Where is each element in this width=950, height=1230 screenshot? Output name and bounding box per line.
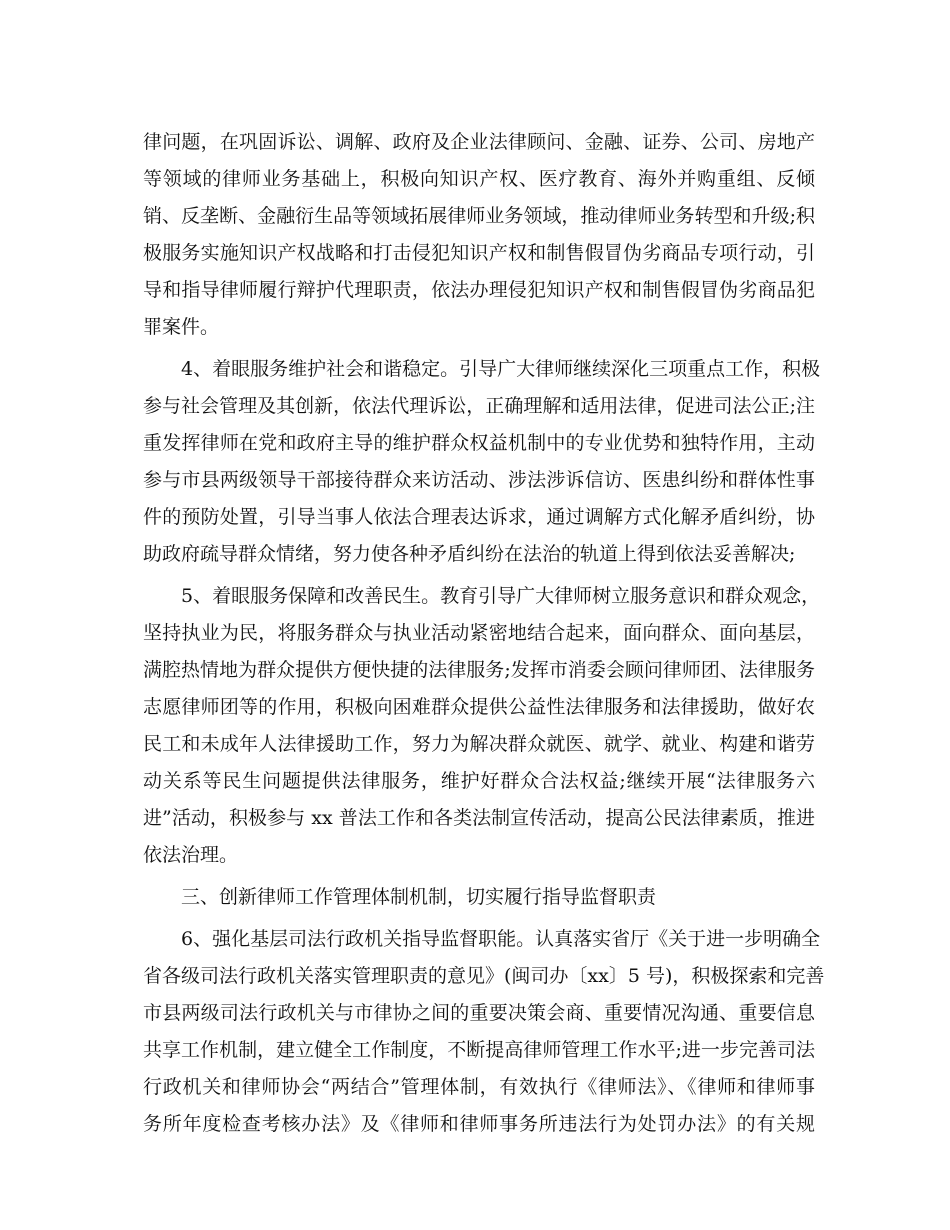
text-line: 务所年度检查考核办法》及《律师和律师事务所违法行为处罚办法》的有关规 <box>143 1113 815 1135</box>
text-line: 进”活动，积极参与 xx 普法工作和各类法制宣传活动，提高公民法律素质，推进 <box>143 807 815 829</box>
text-line: 律问题，在巩固诉讼、调解、政府及企业法律顾问、金融、证券、公司、房地产 <box>143 131 815 153</box>
text-line: 极服务实施知识产权战略和打击侵犯知识产权和制售假冒伪劣商品专项行动，引 <box>143 242 815 264</box>
text-line: 民工和未成年人法律援助工作，努力为解决群众就医、就学、就业、构建和谐劳 <box>143 733 815 755</box>
text-line: 助政府疏导群众情绪，努力使各种矛盾纠纷在法治的轨道上得到依法妥善解决; <box>143 543 796 565</box>
text-line: 市县两级司法行政机关与市律协之间的重要决策会商、重要情况沟通、重要信息 <box>143 1002 815 1024</box>
text-line: 参与市县两级领导干部接待群众来访活动、涉法涉诉信访、医患纠纷和群体性事 <box>143 469 815 491</box>
paragraph-first-line: 5、着眼服务保障和改善民生。教育引导广大律师树立服务意识和群众观念， <box>181 585 821 607</box>
text-line: 依法治理。 <box>143 844 239 866</box>
paragraph-first-line: 4、着眼服务维护社会和谐稳定。引导广大律师继续深化三项重点工作，积极 <box>181 358 821 380</box>
text-line: 满腔热情地为群众提供方便快捷的法律服务;发挥市消委会顾问律师团、法律服务 <box>143 659 815 681</box>
text-line: 行政机关和律师协会“两结合”管理体制，有效执行《律师法》、《律师和律师事 <box>143 1076 815 1098</box>
text-line: 志愿律师团等的作用，积极向困难群众提供公益性法律服务和法律援助，做好农 <box>143 696 815 718</box>
document-body <box>143 124 825 1143</box>
text-line: 罪案件。 <box>143 316 220 338</box>
paragraph-first-line: 6、强化基层司法行政机关指导监督职能。认真落实省厅《关于进一步明确全 <box>181 928 821 950</box>
text-line: 等领域的律师业务基础上，积极向知识产权、医疗教育、海外并购重组、反倾 <box>143 168 815 190</box>
text-line: 销、反垄断、金融衍生品等领域拓展律师业务领域，推动律师业务转型和升级;积 <box>143 205 815 227</box>
text-line: 导和指导律师履行辩护代理职责，依法办理侵犯知识产权和制售假冒伪劣商品犯 <box>143 279 815 301</box>
text-line: 件的预防处置，引导当事人依法合理表达诉求，通过调解方式化解矛盾纠纷，协 <box>143 506 815 528</box>
section-heading: 三、创新律师工作管理体制机制，切实履行指导监督职责 <box>181 886 657 908</box>
text-line: 参与社会管理及其创新，依法代理诉讼，正确理解和适用法律，促进司法公正;注 <box>143 395 815 417</box>
text-line: 省各级司法行政机关落实管理职责的意见》(闽司办〔xx〕5 号)，积极探索和完善 <box>143 965 825 987</box>
text-line: 坚持执业为民，将服务群众与执业活动紧密地结合起来，面向群众、面向基层， <box>143 622 815 644</box>
text-line: 重发挥律师在党和政府主导的维护群众权益机制中的专业优势和独特作用，主动 <box>143 432 815 454</box>
text-line: 动关系等民生问题提供法律服务，维护好群众合法权益;继续开展“法律服务六 <box>143 770 815 792</box>
text-line: 共享工作机制，建立健全工作制度，不断提高律师管理工作水平;进一步完善司法 <box>143 1039 815 1061</box>
